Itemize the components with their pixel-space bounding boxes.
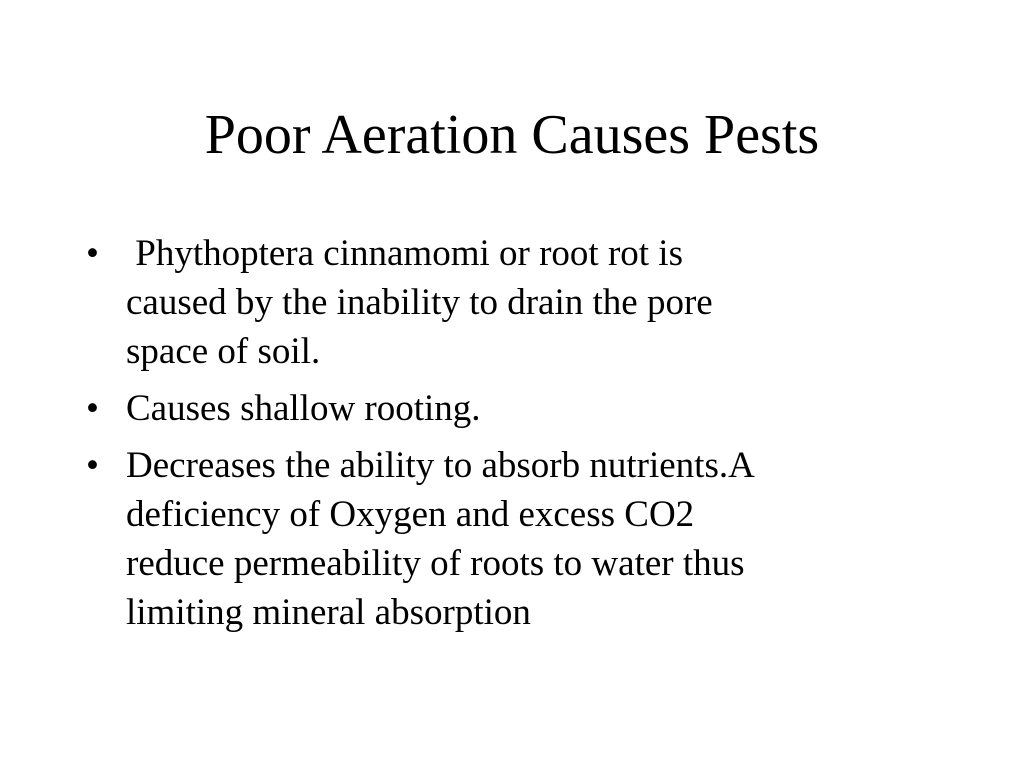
bullet-icon: • <box>86 445 99 486</box>
bullet-icon: • <box>86 233 99 274</box>
bullet-line: limiting mineral absorption <box>126 592 531 633</box>
bullet-list <box>86 229 936 645</box>
slide-title: Poor Aeration Causes Pests <box>204 104 820 166</box>
bullet-item <box>86 229 936 376</box>
bullet-line: Causes shallow rooting. <box>126 388 481 429</box>
bullet-line: deficiency of Oxygen and excess CO2 <box>126 494 695 535</box>
bullet-line: Decreases the ability to absorb nutrients.A <box>126 445 755 486</box>
bullet-line: reduce permeability of roots to water thus <box>126 543 745 584</box>
bullet-item <box>86 441 936 637</box>
bullet-line: space of soil. <box>126 331 321 372</box>
bullet-icon: • <box>86 388 99 429</box>
bullet-item <box>86 384 936 433</box>
bullet-line: Phythoptera cinnamomi or root rot is <box>126 233 683 274</box>
bullet-line: caused by the inability to drain the pore <box>126 282 713 323</box>
